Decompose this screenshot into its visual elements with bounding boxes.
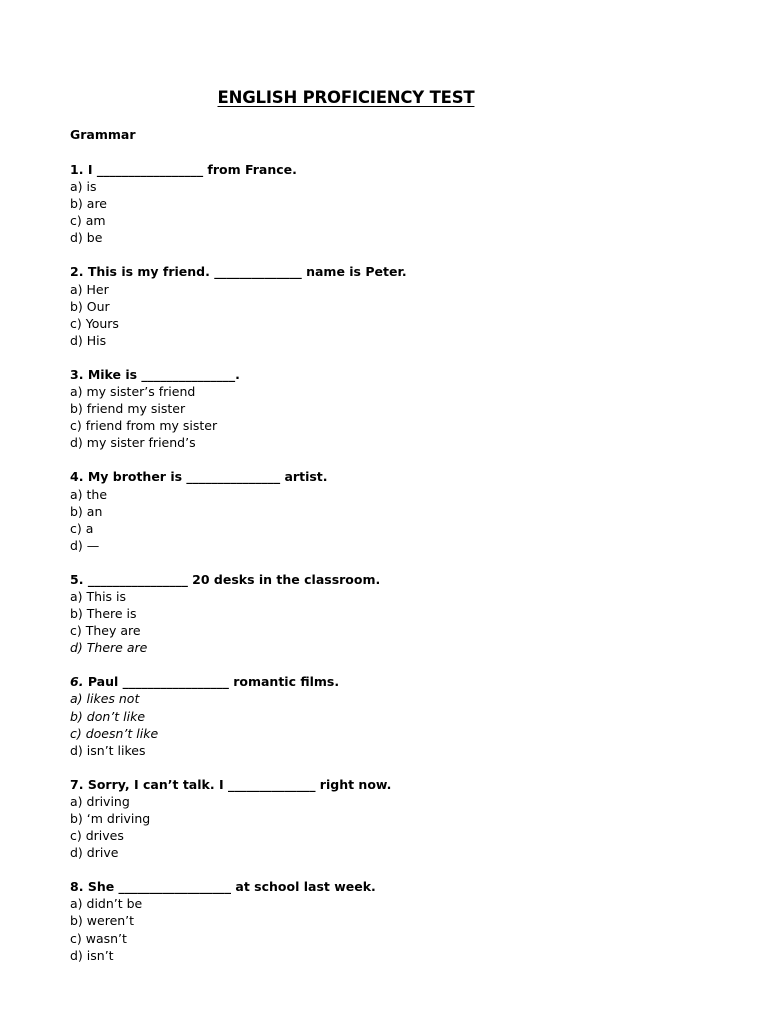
answer-option: c) doesn’t like — [70, 725, 159, 741]
question-stem — [70, 161, 690, 178]
question-text: ________________ 20 desks in the classroom. — [87, 571, 381, 587]
answer-option: d) be — [70, 230, 103, 246]
question-stem — [70, 263, 690, 280]
answer-option: a) is — [70, 179, 97, 195]
answer-option: b) ‘m driving — [70, 811, 151, 826]
answer-option: d) — — [70, 537, 100, 553]
answer-option: c) They are — [70, 623, 141, 639]
question-text: I _________________ from France. — [87, 162, 297, 177]
question-number: 7. — [70, 776, 84, 792]
question-text: She __________________ at school last week. — [87, 879, 376, 895]
answer-option: d) There are — [70, 640, 148, 656]
answer-option: c) am — [70, 213, 106, 229]
answer-option: a) didn’t be — [70, 896, 143, 912]
answer-option: c) friend from my sister — [70, 418, 218, 434]
answer-option: c) a — [70, 520, 94, 536]
answer-option: a) likes not — [70, 691, 140, 707]
question-2 — [70, 263, 690, 348]
question-text: This is my friend. ______________ name is Peter. — [87, 264, 407, 280]
answer-option: b) Our — [70, 298, 110, 314]
answer-option: c) wasn’t — [70, 930, 127, 946]
question-number: 4. — [70, 469, 84, 485]
question-1 — [70, 161, 690, 246]
answer-option: d) isn’t likes — [70, 742, 146, 758]
answer-option: d) drive — [70, 845, 119, 861]
question-number: 1. — [70, 162, 84, 177]
question-5 — [70, 571, 690, 656]
answer-option: a) Her — [70, 281, 109, 297]
answer-option: d) my sister friend’s — [70, 435, 196, 451]
question-8 — [70, 878, 690, 963]
answer-option: a) the — [70, 486, 108, 502]
question-number: 6. — [70, 674, 84, 690]
answer-option: b) friend my sister — [70, 401, 186, 417]
question-stem — [70, 366, 690, 383]
answer-option: b) don’t like — [70, 708, 146, 724]
answer-option: b) are — [70, 196, 107, 212]
answer-option: c) Yours — [70, 315, 119, 331]
question-stem — [70, 776, 690, 793]
question-6 — [70, 673, 690, 758]
question-stem — [70, 468, 690, 485]
question-7 — [70, 776, 690, 861]
question-number: 8. — [70, 879, 84, 895]
section-heading: Grammar — [70, 127, 136, 142]
question-number: 3. — [70, 366, 84, 382]
answer-option: b) There is — [70, 606, 137, 622]
question-stem — [70, 878, 690, 895]
answer-option: d) isn’t — [70, 947, 114, 963]
answer-option: d) His — [70, 332, 107, 348]
question-list — [70, 161, 690, 981]
question-4 — [70, 468, 690, 553]
question-text: Paul _________________ romantic films. — [87, 674, 340, 690]
answer-option: c) drives — [70, 828, 124, 844]
page-title: ENGLISH PROFICIENCY TEST — [217, 88, 475, 107]
answer-option: a) driving — [70, 793, 130, 809]
question-stem — [70, 571, 690, 588]
question-number: 2. — [70, 264, 84, 280]
question-3 — [70, 366, 690, 451]
answer-option: a) my sister’s friend — [70, 384, 196, 400]
answer-option: a) This is — [70, 588, 127, 604]
answer-option: b) weren’t — [70, 913, 135, 929]
question-number: 5. — [70, 571, 84, 587]
question-stem — [70, 673, 690, 690]
question-text: Mike is _______________. — [87, 366, 240, 382]
answer-option: b) an — [70, 503, 103, 519]
question-text: Sorry, I can’t talk. I ______________ right now. — [87, 776, 392, 792]
question-text: My brother is _______________ artist. — [87, 469, 328, 485]
